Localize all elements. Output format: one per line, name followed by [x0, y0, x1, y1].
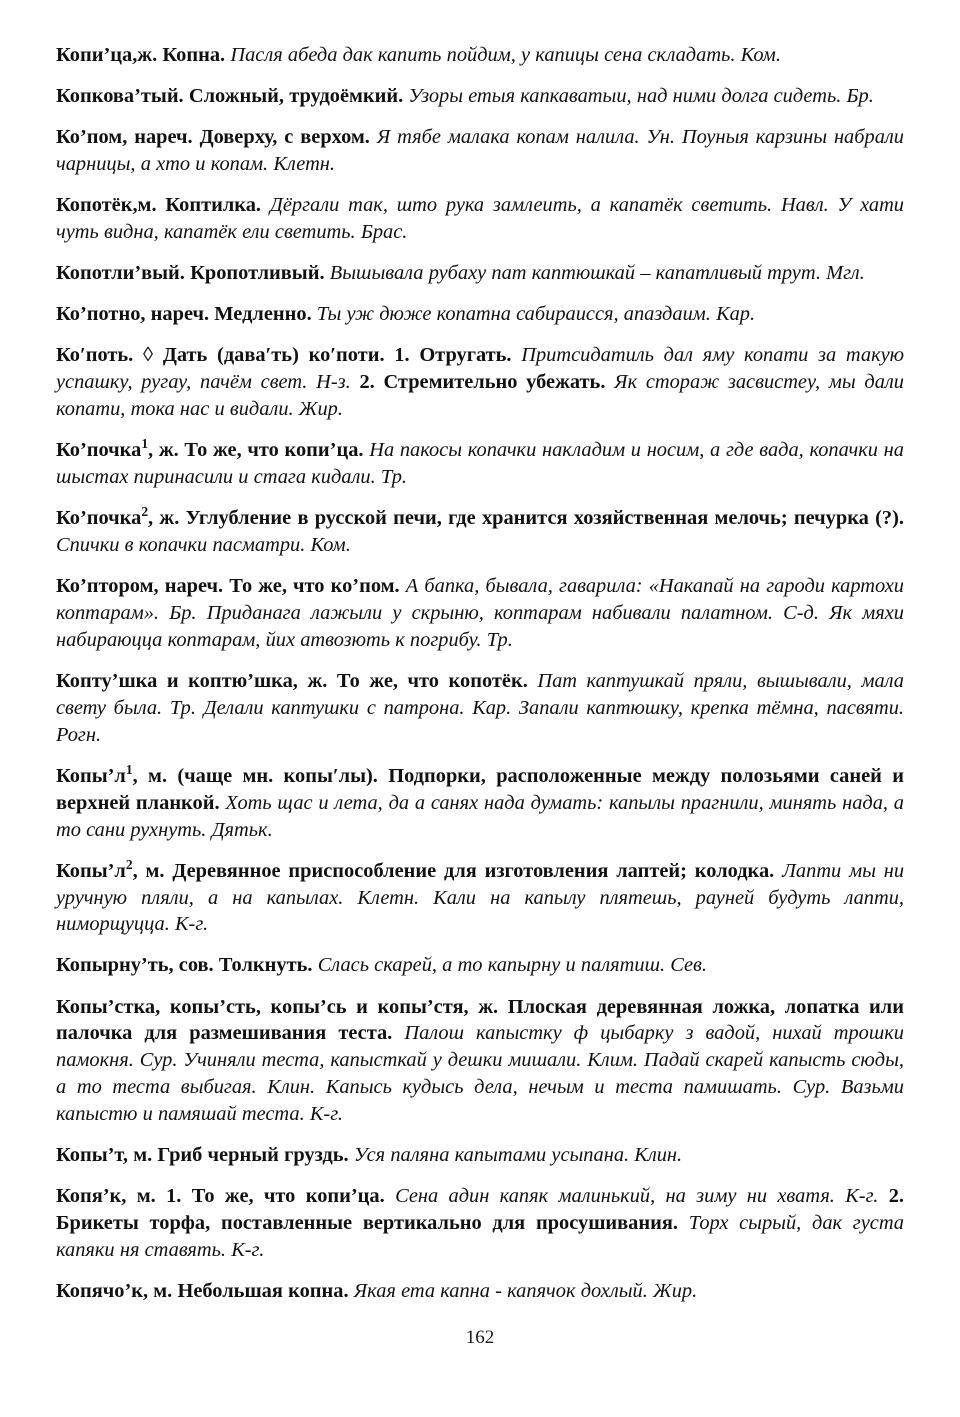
dictionary-entry-kopochka-2 [56, 505, 904, 559]
page-number: 162 [465, 1327, 495, 1348]
sense-number-2: 2. [888, 1185, 904, 1208]
dictionary-entry-kopom [56, 124, 904, 178]
sense-gloss-2: Стремительно убежать. [383, 371, 606, 394]
headword: Копотли’вый. Кропотливый. [56, 262, 325, 285]
dictionary-entry-kopochka-1 [56, 437, 904, 491]
sense-example-2: Як стораж засвистеу, мы дали копати, тока нас и видали. Жир. [56, 371, 904, 421]
usage-example: Пат каптушкай пряли, вышывали, мала свету была. Тр. Делали каптушки с патрона. Кар. Запали каптюшку, крепка тёмна, пасвяти. Рогн. [56, 669, 904, 746]
headword: Копкова’тый. Сложный, трудоёмкий. [56, 85, 404, 108]
dictionary-entry-kopystka [56, 994, 904, 1128]
usage-example: Спички в копачки пасматри. Ком. [56, 533, 351, 556]
usage-example: Узоры етыя капкаватыи, над ними долга сидеть. Бр. [408, 85, 874, 108]
usage-example: Пасля абеда дак капить пойдим, у капицы сена складать. Ком. [230, 44, 781, 66]
lozenge-icon: ◊ [143, 344, 154, 367]
dictionary-entry-kopyachok [56, 1278, 904, 1305]
headword: Ко’почка [56, 507, 142, 530]
dictionary-entry-kopyl-2 [56, 858, 904, 939]
headword: Ко’потно, нареч. Медленно. [56, 303, 312, 326]
homograph-superscript: 1 [141, 436, 149, 452]
sense-example-1: Сена адин капяк малинький, на зиму ни хватя. К-г. [395, 1185, 879, 1208]
headword: Ко’пом, нареч. Доверху, с верхом. [56, 126, 370, 149]
usage-example: Ты уж дюже копатна сабираисся, апаздаим. Кар. [316, 303, 756, 326]
usage-example: Лапти мы ни уручную пляли, а на капылах. Клетн. Кали на капылу плятешь, рауней будуть лапти, ниморщуцца. К-г. [56, 859, 905, 936]
headword: Копту’шка и коптю’шка, ж. То же, что копотёк. [56, 669, 528, 692]
dictionary-entry-kopkovatyj [56, 83, 904, 110]
set-phrase: Дать (дава′ть) ко′поти. [162, 344, 385, 367]
dictionary-entry-kopica [56, 42, 904, 69]
sense-gloss-1: То же, что копи’ца. [191, 1185, 385, 1208]
headword-remainder: , м. (чаще мн. копы′лы). Подпорки, расположенные между полозьями саней и верхней планкой. [56, 764, 904, 814]
dictionary-entry-kopot [56, 342, 904, 423]
dictionary-entry-kopyrnut [56, 952, 904, 979]
dictionary-entry-koptorom [56, 573, 904, 654]
sense-gloss-2: Брикеты торфа, поставленные вертикально для просушивания. [56, 1212, 679, 1235]
headword: Копя’к, м. [56, 1185, 156, 1208]
usage-example: А бапка, бывала, гаварила: «Накапай на гароди картохи коптарам». Бр. Приданага лажыли у скрыню, коптарам набивали палатном. С-д. Як мяхи набираюцца коптарам, йих атвозють к погрибу. Тр. [56, 575, 905, 651]
headword-remainder: , ж. Углубление в русской печи, где хранится хозяйственная мелочь; печурка (?). [148, 507, 904, 530]
usage-example: Уся паляна капытами усыпана. Клин. [353, 1144, 683, 1167]
headword: Копы’л [56, 764, 126, 787]
headword: Ко’птором, нареч. То же, что ко’пом. [56, 575, 400, 598]
headword: Копячо’к, м. Небольшая копна. [56, 1280, 349, 1303]
headword: Ко′поть. [56, 344, 134, 367]
headword: Копы’л [56, 859, 126, 882]
sense-gloss-1: Отругать. [419, 344, 512, 367]
sense-number-1: 1. [394, 344, 410, 367]
headword-remainder: , ж. То же, что копи’ца. [148, 439, 364, 462]
sense-number-1: 1. [166, 1185, 182, 1208]
homograph-superscript: 2 [125, 856, 133, 872]
usage-example: Палош капыстку ф цыбарку з вадой, нихай трошки памокня. Сур. Учиняли теста, капысткай у дешки мишали. Клим. Падай скарей капысть сюды, а то теста выбигая. Клин. Капысь кудысь дела, нечым и теста памишать. Сур. Вазьми капыстю и памяшай теста. К-г. [56, 1022, 904, 1126]
headword: Копы’т, м. Гриб черный груздь. [56, 1144, 349, 1167]
headword: Копотёк,м. Коптилка. [56, 194, 262, 217]
dictionary-entry-kopyak [56, 1183, 904, 1264]
headword: Копырну’ть, сов. Толкнуть. [56, 954, 313, 977]
homograph-superscript: 2 [141, 504, 149, 520]
dictionary-entry-kopotek [56, 192, 904, 246]
usage-example: Слась скарей, а то капырну и палятиш. Сев. [317, 954, 707, 977]
usage-example: Вышывала рубаху пат каптюшкай – капатливый трут. Мгл. [329, 262, 865, 285]
usage-example: Якая ета капна - капячок дохлый. Жир. [353, 1280, 698, 1303]
headword: Копы’стка, копы’сть, копы’сь и копы’стя, ж. Плоская деревянная ложка, лопатка или палочка для размешивания теста. [56, 995, 904, 1045]
headword-remainder: , м. Деревянное приспособление для изготовления лаптей; колодка. [132, 859, 775, 882]
usage-example: На пакосы копачки накладим и носим, а где вада, копачки на шыстах пиринасили и стага кидали. Тр. [56, 439, 904, 488]
dictionary-entry-kopyl-1 [56, 763, 904, 844]
headword: Копи’ца,ж. Копна. [56, 44, 226, 66]
dictionary-entry-kopotno [56, 301, 904, 328]
dictionary-entry-koptushka [56, 668, 904, 749]
homograph-superscript: 1 [125, 761, 133, 777]
dictionary-entry-kopyt [56, 1142, 904, 1169]
usage-example: Я тябе малака копам налила. Ун. Поуныя карзины набрали чарницы, а хто и копам. Клетн. [56, 126, 904, 176]
dictionary-entry-kopotlivyj [56, 260, 904, 287]
sense-example-1: Притсидатиль дал яму копати за такую успашку, ругау, пачём свет. Н-з. [56, 344, 905, 394]
usage-example: Хоть щас и лета, да а санях нада думать: капылы прагнили, минять нада, а то сани рухнуть. Дятьк. [56, 791, 905, 841]
sense-number-2: 2. [359, 371, 375, 394]
entry-list [56, 42, 904, 1305]
headword: Ко’почка [56, 439, 142, 462]
usage-example: Дёргали так, што рука замлеить, а капатёк светить. Навл. У хати чуть видна, капатёк ели светить. Брас. [56, 194, 904, 244]
sense-example-2: Торх сырый, дак густа капяки ня ставять. К-г. [56, 1212, 905, 1262]
